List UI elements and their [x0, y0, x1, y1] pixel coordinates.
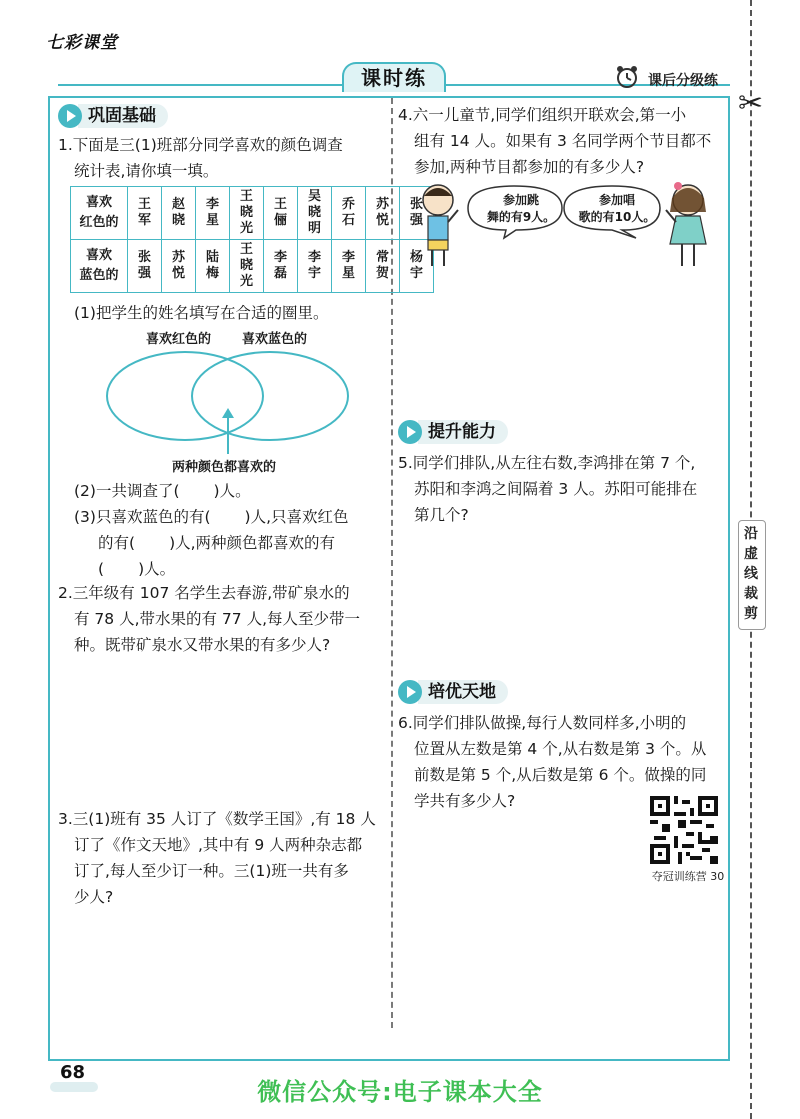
question-3-line: 订了,每人至少订一种。三(1)班一共有多 — [74, 862, 349, 880]
question-4-line: 组有 14 人。如果有 3 名同学两个节目都不 — [414, 132, 712, 150]
table-cell: 乔 石 — [332, 187, 366, 240]
play-icon — [58, 104, 82, 128]
page-title: 课时练 — [342, 62, 446, 92]
table-cell: 杨 宇 — [400, 240, 434, 293]
header-text: 蓝色的 — [79, 268, 119, 283]
question-4-line: 参加,两种节目都参加的有多少人? — [414, 158, 645, 176]
girl-figure — [666, 182, 706, 266]
qr-code-icon[interactable] — [650, 796, 718, 864]
header-text: 喜欢 — [85, 195, 112, 210]
venn-label-red: 喜欢红色的 — [146, 332, 212, 347]
boy-figure — [423, 185, 458, 266]
question-1-part-2-text: (2)一共调查了( — [74, 482, 180, 500]
bubble-left-text: 参加跳 舞的有9人。 — [486, 193, 556, 224]
survey-table — [70, 186, 434, 293]
question-2-line: 种。既带矿泉水又带水果的有多少人? — [74, 636, 331, 654]
question-1-part-3-line: (3)只喜欢蓝色的有( )人,只喜欢红色 — [74, 508, 349, 526]
section-improve — [398, 420, 508, 444]
table-row — [71, 187, 434, 240]
question-4 — [398, 102, 730, 180]
question-2-line: 有 78 人,带水果的有 77 人,每人至少带一 — [74, 610, 361, 628]
question-6-line: 前数是第 5 个,从后数是第 6 个。做操的同 — [414, 766, 707, 784]
red-header-cell — [71, 187, 128, 240]
play-icon — [398, 420, 422, 444]
question-1-part-3-line: 的有( )人,两种颜色都喜欢的有 — [98, 534, 336, 552]
table-cell: 苏 悦 — [162, 240, 196, 293]
question-1-part-2 — [74, 478, 251, 504]
table-cell: 张 强 — [128, 240, 162, 293]
arrow-up-icon — [222, 408, 234, 418]
table-cell: 王 俪 — [264, 187, 298, 240]
question-1-line-2: 统计表,请你填一填。 — [74, 162, 219, 180]
venn-circle-red — [107, 352, 263, 440]
question-4-line: 4.六一儿童节,同学们组织开联欢会,第一小 — [398, 106, 687, 124]
table-cell: 王 晓 光 — [230, 240, 264, 293]
question-3-line: 少人? — [74, 888, 114, 906]
question-5-line: 第几个? — [414, 506, 469, 524]
question-5 — [398, 450, 730, 528]
watermark-text: 微信公众号:电子课本大全 — [257, 1078, 543, 1106]
table-cell: 张 强 — [400, 187, 434, 240]
table-cell: 李 星 — [196, 187, 230, 240]
table-cell: 赵 晓 — [162, 187, 196, 240]
question-2-line: 2.三年级有 107 名学生去春游,带矿泉水的 — [58, 584, 350, 602]
header-text: 红色的 — [79, 215, 119, 230]
table-cell: 苏 悦 — [366, 187, 400, 240]
section-excellence — [398, 680, 508, 704]
table-cell: 陆 梅 — [196, 240, 230, 293]
bubble-right-text: 参加唱 歌的有10人。 — [578, 193, 656, 224]
question-3 — [58, 806, 390, 910]
play-icon — [398, 680, 422, 704]
header-text: 喜欢 — [85, 248, 112, 263]
question-3-line: 订了《作文天地》,其中有 9 人两种杂志都 — [74, 836, 363, 854]
table-cell: 李 宇 — [298, 240, 332, 293]
question-6-line: 位置从左数是第 4 个,从右数是第 3 个。从 — [414, 740, 707, 758]
table-cell: 常 贺 — [366, 240, 400, 293]
venn-circle-blue — [192, 352, 348, 440]
section-basics-label: 巩固基础 — [78, 104, 168, 128]
table-cell: 王 晓 光 — [230, 187, 264, 240]
cut-along-dashed-line-label: 沿 虚 线 裁 剪 — [744, 526, 758, 622]
venn-label-both: 两种颜色都喜欢的 — [172, 460, 277, 475]
venn-diagram — [100, 346, 360, 466]
venn-label-blue: 喜欢蓝色的 — [242, 332, 308, 347]
alarm-clock-icon — [614, 64, 640, 90]
section-improve-label: 提升能力 — [418, 420, 508, 444]
question-6-line: 6.同学们排队做操,每行人数同样多,小明的 — [398, 714, 687, 732]
brand-logo: 七彩课堂 — [46, 33, 118, 53]
table-cell: 李 星 — [332, 240, 366, 293]
question-1-part-3 — [74, 504, 390, 582]
blue-header-cell — [71, 240, 128, 293]
question-2 — [58, 580, 390, 658]
table-cell: 李 磊 — [264, 240, 298, 293]
page-subtitle: 课后分级练 — [648, 73, 718, 89]
question-5-line: 5.同学们排队,从左往右数,李鸿排在第 7 个, — [398, 454, 696, 472]
question-1-line-1: 1.下面是三(1)班部分同学喜欢的颜色调查 — [58, 136, 343, 154]
table-cell: 吴 晓 明 — [298, 187, 332, 240]
table-cell: 王 军 — [128, 187, 162, 240]
scissors-icon: ✂ — [738, 86, 764, 121]
section-basics — [58, 104, 168, 128]
question-1 — [58, 132, 388, 184]
question-3-line: 3.三(1)班有 35 人订了《数学王国》,有 18 人 — [58, 810, 376, 828]
question-1-part-3-line: ( )人。 — [98, 560, 176, 578]
question-6-line: 学共有多少人? — [414, 792, 516, 810]
table-row — [71, 240, 434, 293]
section-excellence-label: 培优天地 — [418, 680, 508, 704]
page-number: 68 — [60, 1062, 86, 1083]
question-1-part-1: (1)把学生的姓名填写在合适的圈里。 — [74, 304, 329, 322]
question-5-line: 苏阳和李鸿之间隔着 3 人。苏阳可能排在 — [414, 480, 698, 498]
question-1-part-2-text: )人。 — [213, 482, 251, 500]
qr-caption: 夺冠训练营 30 — [651, 870, 725, 883]
